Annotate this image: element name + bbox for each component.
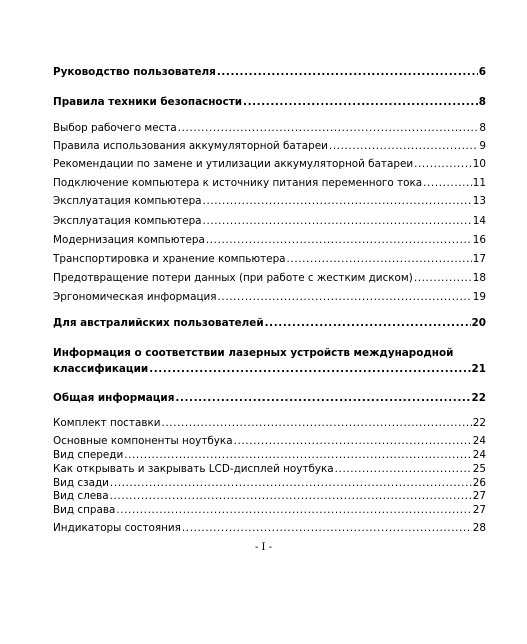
toc-entry-title: Общая информация <box>53 392 175 404</box>
toc-leader-dots <box>335 463 472 476</box>
toc-entry-page: 13 <box>472 195 486 207</box>
toc-entry <box>53 504 486 517</box>
toc-leader-dots <box>206 234 472 247</box>
toc-leader-dots <box>329 140 478 153</box>
toc-entry-title: Как открывать и закрывать LCD-дисплей ноутбука <box>53 463 334 475</box>
toc-entry <box>53 463 486 476</box>
toc-entry-title: Подключение компьютера к источнику питания переменного тока <box>53 177 423 189</box>
toc-entry-title: Правила техники безопасности <box>53 96 243 108</box>
toc-entry-title: Вид спереди <box>53 449 124 461</box>
toc-leader-dots <box>203 195 472 208</box>
toc-entry-page: 26 <box>472 477 486 489</box>
toc-entry-title: Индикаторы состояния <box>53 522 181 534</box>
toc-leader-dots <box>234 435 472 448</box>
toc-entry-title: Вид слева <box>53 490 109 502</box>
toc-entry-page: 8 <box>478 96 486 108</box>
toc-leader-dots <box>414 272 472 285</box>
toc-entry <box>53 195 486 208</box>
toc-leader-dots <box>423 177 472 190</box>
toc-entry <box>53 234 486 247</box>
toc-entry <box>53 96 486 109</box>
toc-entry-page: 22 <box>471 392 486 404</box>
toc-entry-title: Вид справа <box>53 504 116 516</box>
toc-entry-page: 27 <box>472 504 486 516</box>
toc-entry <box>53 490 486 503</box>
toc-entry <box>53 435 486 448</box>
toc-entry <box>53 522 486 535</box>
toc-entry <box>53 177 486 190</box>
toc-leader-dots <box>182 522 472 535</box>
toc-entry-page: 19 <box>472 291 486 303</box>
toc-leader-dots <box>175 392 470 405</box>
toc-entry-page: 18 <box>472 272 486 284</box>
toc-entry-page: 20 <box>471 317 486 329</box>
toc-leader-dots <box>265 317 471 330</box>
toc-entry-page: 16 <box>472 234 486 246</box>
toc-entry-page: 8 <box>479 122 486 134</box>
toc-entry-title: Основные компоненты ноутбука <box>53 435 233 447</box>
toc-entry-page: 27 <box>472 490 486 502</box>
toc-entry <box>53 317 486 330</box>
toc-entry-page: 14 <box>472 215 486 227</box>
toc-leader-dots <box>218 291 472 304</box>
toc-entry <box>53 272 486 285</box>
page-number-footer: - I - <box>254 542 273 553</box>
toc-entry-page: 21 <box>471 363 486 375</box>
toc-entry-title: Эксплуатация компьютера <box>53 195 202 207</box>
toc-leader-dots <box>110 490 472 503</box>
toc-entry-page: 25 <box>472 463 486 475</box>
toc-entry-title: Эргономическая информация <box>53 291 217 303</box>
toc-leader-dots <box>149 363 470 376</box>
toc-leader-dots <box>116 504 471 517</box>
toc-entry <box>53 477 486 490</box>
toc-entry <box>53 347 486 377</box>
toc-entry-title-line1: Информация о соответствии лазерных устройств международной <box>53 347 454 359</box>
toc-entry-title: Эксплуатация компьютера <box>53 215 202 227</box>
toc-leader-dots <box>203 215 472 228</box>
toc-entry-line2 <box>53 363 486 376</box>
toc-leader-dots <box>124 449 472 462</box>
toc-entry-title: Правила использования аккумуляторной батареи <box>53 140 328 152</box>
toc-entry <box>53 417 486 430</box>
toc-entry-page: 6 <box>478 66 486 78</box>
toc-entry-title: Рекомендации по замене и утилизации аккумуляторной батареи <box>53 158 414 170</box>
toc-entry-page: 24 <box>472 435 486 447</box>
toc-entry-title: Модернизация компьютера <box>53 234 205 246</box>
toc-leader-dots <box>161 417 471 430</box>
toc-entry-page: 22 <box>472 417 486 429</box>
toc-entry-title: Предотвращение потери данных (при работе с жестким диском) <box>53 272 413 284</box>
toc-entry-page: 11 <box>472 177 486 189</box>
toc-entry-title: классификации <box>53 363 149 375</box>
toc-entry <box>53 291 486 304</box>
toc-entry <box>53 122 486 135</box>
toc-entry-page: 17 <box>472 253 486 265</box>
toc-leader-dots <box>178 122 479 135</box>
toc-entry-title: Выбор рабочего места <box>53 122 177 134</box>
toc-leader-dots <box>217 66 478 79</box>
toc-entry <box>53 158 486 171</box>
toc-entry-page: 9 <box>479 140 486 152</box>
toc-entry <box>53 449 486 462</box>
toc-leader-dots <box>414 158 472 171</box>
toc-entry <box>53 253 486 266</box>
toc-entry <box>53 66 486 79</box>
toc-entry-title: Вид сзади <box>53 477 109 489</box>
toc-entry-title: Транспортировка и хранение компьютера <box>53 253 286 265</box>
toc-entry-title: Руководство пользователя <box>53 66 216 78</box>
toc-entry <box>53 215 486 228</box>
toc-entry-page: 24 <box>472 449 486 461</box>
toc-leader-dots <box>243 96 478 109</box>
toc-entry-page: 28 <box>472 522 486 534</box>
toc-entry-title: Комплект поставки <box>53 417 161 429</box>
toc-leader-dots <box>287 253 472 266</box>
toc-entry <box>53 392 486 405</box>
toc-entry-page: 10 <box>472 158 486 170</box>
toc-leader-dots <box>110 477 472 490</box>
toc-entry-title: Для австралийских пользователей <box>53 317 264 329</box>
toc-entry <box>53 140 486 153</box>
